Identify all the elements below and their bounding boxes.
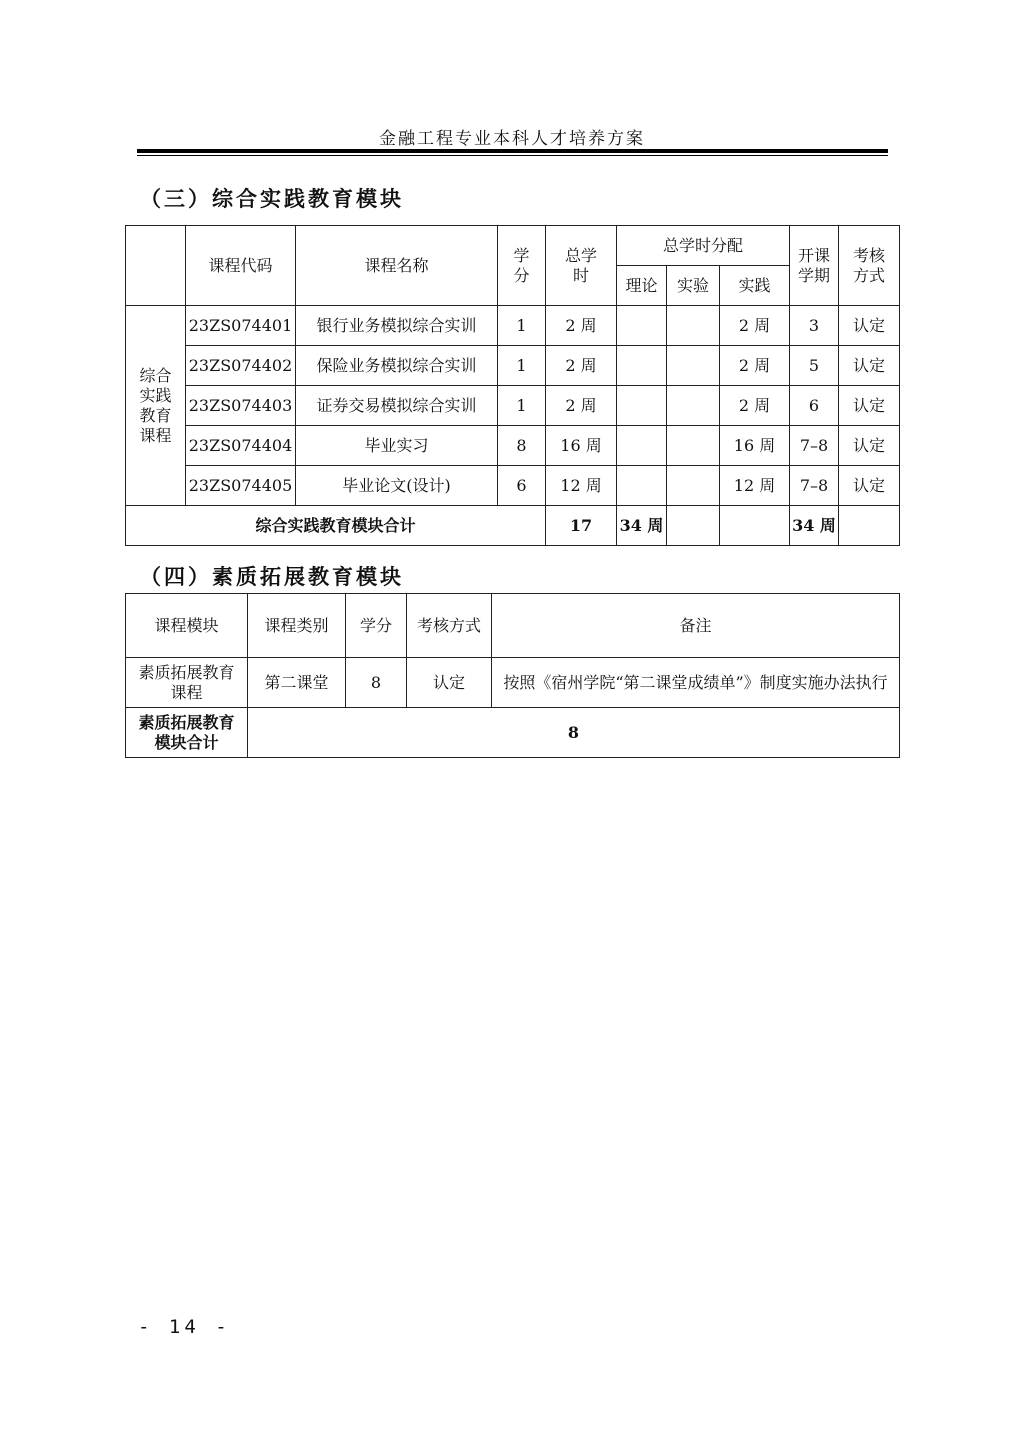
course-credit: 6 (498, 466, 546, 506)
course-lab (667, 306, 720, 346)
course-name: 银行业务模拟综合实训 (296, 306, 498, 346)
course-code: 23ZS074402 (186, 346, 296, 386)
header-lab: 实验 (667, 266, 720, 306)
header-hour-distribution: 总学时分配 (617, 226, 790, 266)
module-cell: 素质拓展教育课程 (126, 658, 248, 708)
course-theory (617, 426, 667, 466)
total-lab (720, 506, 790, 546)
header-rule-thick (137, 149, 888, 153)
course-code: 23ZS074405 (186, 466, 296, 506)
course-lab (667, 466, 720, 506)
course-theory (617, 386, 667, 426)
practice-module-table (125, 225, 900, 546)
course-credit: 1 (498, 386, 546, 426)
course-name: 证券交易模拟综合实训 (296, 386, 498, 426)
course-practice: 2 周 (720, 386, 790, 426)
header-assessment: 考核方式 (839, 226, 900, 306)
total-theory (667, 506, 720, 546)
header-type: 课程类别 (248, 594, 346, 658)
course-practice: 2 周 (720, 346, 790, 386)
course-total: 16 周 (546, 426, 617, 466)
table-row (126, 658, 900, 708)
table-row (126, 426, 900, 466)
category-cell: 综合实践教育课程 (126, 306, 186, 506)
total-row (126, 708, 900, 758)
document-header-title: 金融工程专业本科人才培养方案 (379, 129, 645, 149)
header-course-code: 课程代码 (186, 226, 296, 306)
header-assessment: 考核方式 (407, 594, 492, 658)
type-cell: 第二课堂 (248, 658, 346, 708)
course-total: 2 周 (546, 306, 617, 346)
section-3-title: （三）综合实践教育模块 (140, 186, 404, 211)
total-value: 8 (248, 708, 900, 758)
course-name: 毕业论文(设计) (296, 466, 498, 506)
assessment-cell: 认定 (407, 658, 492, 708)
page-number: - 14 - (138, 1316, 231, 1338)
header-note: 备注 (492, 594, 900, 658)
total-label: 素质拓展教育模块合计 (126, 708, 248, 758)
course-practice: 2 周 (720, 306, 790, 346)
section-4-title: （四）素质拓展教育模块 (140, 564, 404, 589)
header-semester: 开课学期 (790, 226, 839, 306)
course-code: 23ZS074403 (186, 386, 296, 426)
credit-cell: 8 (346, 658, 407, 708)
course-name: 毕业实习 (296, 426, 498, 466)
header-theory: 理论 (617, 266, 667, 306)
course-semester: 7–8 (790, 426, 839, 466)
header-credit: 学分 (346, 594, 407, 658)
course-semester: 6 (790, 386, 839, 426)
header-credit: 学分 (498, 226, 546, 306)
course-lab (667, 346, 720, 386)
course-assessment: 认定 (839, 306, 900, 346)
course-name: 保险业务模拟综合实训 (296, 346, 498, 386)
table-row (126, 306, 900, 346)
course-code: 23ZS074404 (186, 426, 296, 466)
header-course-name: 课程名称 (296, 226, 498, 306)
course-theory (617, 466, 667, 506)
course-semester: 5 (790, 346, 839, 386)
header-module: 课程模块 (126, 594, 248, 658)
course-assessment: 认定 (839, 426, 900, 466)
course-total: 2 周 (546, 346, 617, 386)
total-practice: 34 周 (790, 506, 839, 546)
course-practice: 12 周 (720, 466, 790, 506)
course-code: 23ZS074401 (186, 306, 296, 346)
course-theory (617, 306, 667, 346)
course-credit: 8 (498, 426, 546, 466)
course-lab (667, 386, 720, 426)
course-total: 2 周 (546, 386, 617, 426)
course-total: 12 周 (546, 466, 617, 506)
course-practice: 16 周 (720, 426, 790, 466)
course-semester: 7–8 (790, 466, 839, 506)
note-cell: 按照《宿州学院“第二课堂成绩单”》制度实施办法执行 (492, 658, 900, 708)
total-row (126, 506, 900, 546)
course-credit: 1 (498, 306, 546, 346)
header-total-hours: 总学时 (546, 226, 617, 306)
course-lab (667, 426, 720, 466)
header-rule-thin (137, 155, 888, 156)
course-assessment: 认定 (839, 386, 900, 426)
course-theory (617, 346, 667, 386)
course-assessment: 认定 (839, 466, 900, 506)
total-semester (839, 506, 900, 546)
total-hours: 34 周 (617, 506, 667, 546)
course-assessment: 认定 (839, 346, 900, 386)
total-label: 综合实践教育模块合计 (126, 506, 546, 546)
total-credit: 17 (546, 506, 617, 546)
quality-module-table (125, 593, 900, 758)
header-practice: 实践 (720, 266, 790, 306)
table-row (126, 346, 900, 386)
table-row (126, 386, 900, 426)
blank-header-cell (126, 226, 186, 306)
course-credit: 1 (498, 346, 546, 386)
table-row (126, 466, 900, 506)
course-semester: 3 (790, 306, 839, 346)
